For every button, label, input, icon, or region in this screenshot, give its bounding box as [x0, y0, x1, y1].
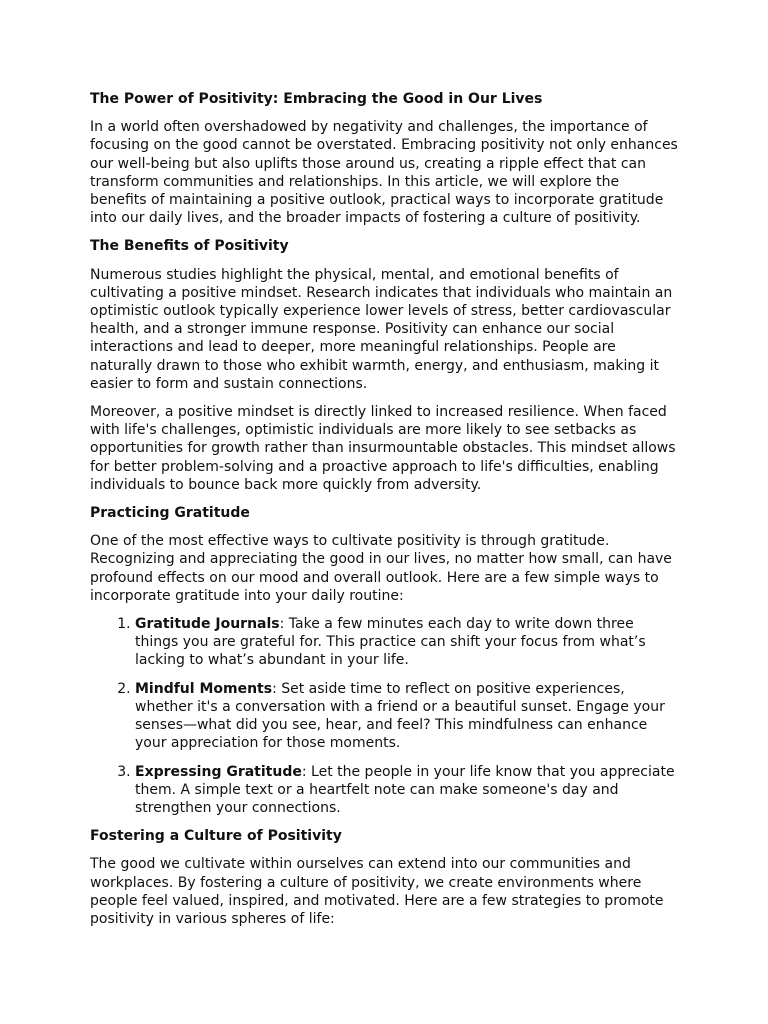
list-item-text: : Take a few minutes each day to write down three things you are grateful for. This practice can shift your focus from what’s lacking to what’s abundant in your life. — [135, 616, 646, 669]
list-item — [135, 763, 680, 818]
benefits-paragraph-2: Moreover, a positive mindset is directly linked to increased resilience. When faced with life's challenges, optimistic individuals are more likely to see setbacks as opportunities for growth rather than insurmountable obstacles. This mindset allows for better problem-solving and a proactive approach to life's difficulties, enabling individuals to bounce back more quickly from adversity. — [90, 404, 676, 493]
gratitude-intro-paragraph: One of the most effective ways to cultivate positivity is through gratitude. Recognizing and appreciating the good in our lives, no matter how small, can have profound effects on our mood and overall outlook. Here are a few simple ways to incorporate gratitude into your daily routine: — [90, 533, 672, 604]
gratitude-list — [90, 615, 680, 817]
culture-paragraph-1: The good we cultivate within ourselves can extend into our communities and workplaces. By fostering a culture of positivity, we create environments where people feel valued, inspired, and motivated. Here are a few strategies to promote positivity in various spheres of life: — [90, 856, 664, 927]
intro-paragraph: In a world often overshadowed by negativity and challenges, the importance of focusing on the good cannot be overstated. Embracing positivity not only enhances our well-being but also uplifts those around us, creating a ripple effect that can transform communities and relationships. In this article, we will explore the benefits of maintaining a positive outlook, practical ways to incorporate gratitude into our daily lives, and the broader impacts of fostering a culture of positivity. — [90, 119, 678, 227]
list-item-term: Mindful Moments — [135, 680, 273, 697]
list-item-term: Expressing Gratitude — [135, 763, 302, 780]
section-heading-benefits: The Benefits of Positivity — [90, 238, 289, 255]
list-item — [135, 680, 680, 753]
list-item-text: : Set aside time to reflect on positive experiences, whether it's a conversation with a friend or a beautiful sunset. Engage your senses—what did you see, hear, and feel? This mindfulness can enhance your appreciation for those moments. — [135, 680, 665, 752]
list-item — [135, 615, 680, 670]
section-heading-gratitude: Practicing Gratitude — [90, 505, 250, 522]
document-title: The Power of Positivity: Embracing the Good in Our Lives — [90, 91, 543, 107]
benefits-paragraph-1: Numerous studies highlight the physical, mental, and emotional benefits of cultivating a positive mindset. Research indicates that individuals who maintain an optimistic outlook typically experience lower levels of stress, better cardiovascular health, and a stronger immune response. Positivity can enhance our social interactions and lead to deeper, more meaningful relationships. People are naturally drawn to those who exhibit warmth, energy, and enthusiasm, making it easier to form and sustain connections. — [90, 266, 673, 392]
document-page — [90, 90, 680, 938]
section-heading-culture: Fostering a Culture of Positivity — [90, 828, 342, 845]
list-item-term: Gratitude Journals — [135, 616, 280, 633]
list-item-text: : Let the people in your life know that you appreciate them. A simple text or a heartfelt note can make someone's day and strengthen your connections. — [135, 763, 675, 816]
